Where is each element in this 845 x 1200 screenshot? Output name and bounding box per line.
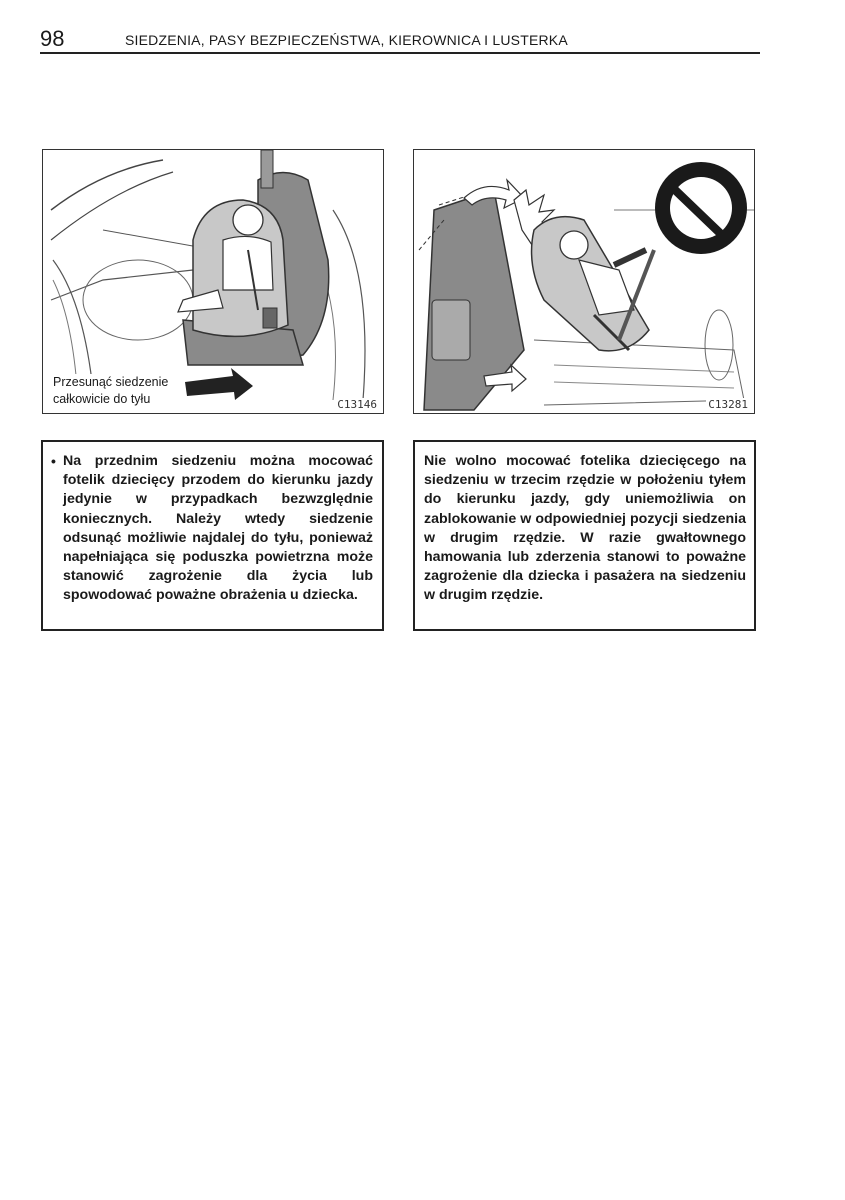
third-row-illustration <box>414 150 755 414</box>
page-number: 98 <box>40 26 65 51</box>
page-header <box>40 26 760 54</box>
warning-box-third-row <box>413 440 756 631</box>
figure-caption <box>53 374 168 408</box>
figure-code: C13146 <box>337 398 377 411</box>
warning-box-front-seat <box>41 440 384 631</box>
chapter-title: SIEDZENIA, PASY BEZPIECZEŃSTWA, KIEROWNICA I LUSTERKA <box>125 32 568 48</box>
figure-code: C13281 <box>708 398 748 411</box>
caption-line-2: całkowicie do tyłu <box>53 392 151 406</box>
figure-front-seat-child-seat <box>42 149 384 414</box>
warning-text-third-row: Nie wolno mocować fotelika dziecięcego na siedzeniu w trzecim rzędzie w położeniu tyłem do kierunku jazdy, gdy uniemożliwia on zablokowanie w odpowiedniej pozycji siedzenia w drugim rzędzie. W razie gwałtownego hamowania lub zderzenia stanowi to poważne zagrożenie dla dziecka i pasażera na siedzeniu w drugim rzędzie. <box>424 453 746 604</box>
bullet-marker: • <box>51 453 56 469</box>
figure-third-row-child-seat <box>413 149 755 414</box>
warning-text-front-seat: Na przednim siedzeniu można mocować fotelik dziecięcy przodem do kierunku jazdy jedynie w przypadkach bezwzględnie koniecznych. Należy wtedy siedzenie odsunąć możliwie najdalej do tyłu, ponieważ napełniająca się poduszka powietrzna może stanowić zagrożenie dla życia lub spowodować poważne obrażenia u dziecka. <box>63 453 373 604</box>
caption-line-1: Przesunąć siedzenie <box>53 375 169 389</box>
prohibited-icon <box>655 162 747 254</box>
